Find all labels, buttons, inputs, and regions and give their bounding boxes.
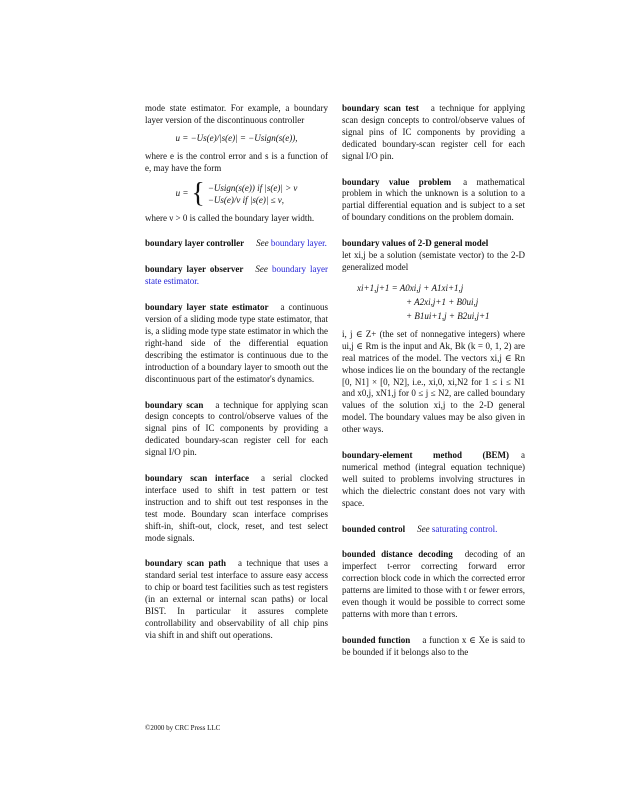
entry-bounded-function — [342, 635, 525, 659]
term: boundary scan path — [145, 558, 227, 569]
cases-lhs: u = — [175, 187, 189, 198]
copyright-footer: ©2000 by CRC Press LLC — [145, 724, 221, 732]
entry-boundary-layer-controller — [145, 238, 328, 250]
term: bounded control — [342, 523, 406, 534]
term: boundary scan — [145, 399, 204, 410]
definition: a serial clocked interface used to shift in test pattern or test instruction and to shift out test responses in the test mode. Boundary scan interface comprises shift-in, shift-out, clock, reset, and test select mode signals. — [145, 473, 328, 543]
brace: { — [191, 177, 205, 209]
see-label: See — [256, 238, 269, 249]
controller-equation: u = −Us(e)/|s(e)| = −Usign(s(e)), — [175, 132, 298, 143]
definition: a technique for applying scan design concepts to control/observe values of signal pins of IC components by providing a dedicated boundary-scan register cell for each signal I/O pin. — [342, 103, 525, 161]
term: boundary layer controller — [145, 238, 245, 249]
definition: decoding of an imperfect t-error correcting forward error correction block code in which the corrected error patterns are limited to those with t or fewer errors, even though it would be possible to correct some patterns with more than t errors. — [342, 549, 526, 619]
entry-boundary-values-2d — [342, 238, 525, 436]
definition: a technique for applying scan design concepts to control/observe values of the signal pins of IC components by providing a dedicated boundary-scan register cell for each signal I/O pin. — [145, 399, 328, 458]
left-column — [145, 103, 328, 642]
cross-reference-link[interactable]: saturating control. — [431, 523, 498, 534]
see-label: See — [417, 523, 430, 534]
see-label: See — [255, 264, 268, 275]
entry-boundary-scan-interface — [145, 473, 328, 544]
entry-continuation — [145, 103, 328, 224]
model-equation — [357, 281, 525, 323]
entry-boundary-scan — [145, 400, 328, 460]
right-column — [342, 103, 525, 659]
term: boundary-element method (BEM) — [342, 450, 509, 461]
term: bounded function — [342, 634, 411, 645]
term: boundary layer state estimator — [145, 302, 269, 313]
term: boundary scan test — [342, 103, 419, 113]
term: boundary layer observer — [145, 264, 244, 275]
definition: a continuous version of a sliding mode type state estimator, that is, a sliding mode type state estimator in which the right-hand side of the differential equation describing the estimator is continuous due to the introduction of a boundary layer to smooth out the discontinuous part of the estimator's dynamics. — [145, 302, 328, 384]
entry-bounded-control — [342, 524, 525, 536]
definition: a numerical method (integral equation technique) well suited to problems involving structures in which the dielectric constant does not vary with space. — [342, 450, 525, 508]
cross-reference-link[interactable]: boundary layer state estimator. — [145, 264, 328, 287]
closing-text: where ν > 0 is called the boundary layer width. — [145, 212, 315, 223]
entry-boundary-scan-path — [145, 558, 328, 641]
term: boundary value problem — [342, 176, 452, 187]
entry-boundary-element-method — [342, 450, 525, 510]
case-row-2: −Us(e)/ν if |s(e)| ≤ ν, — [207, 194, 285, 205]
entry-boundary-layer-state-estimator — [145, 302, 328, 385]
equation-line-1: xi+1,j+1 = A0xi,j + A1xi+1,j — [357, 282, 464, 293]
intro-text: let xi,j be a solution (semistate vector) to the 2-D generalized model — [342, 250, 525, 272]
cases-rows — [208, 182, 298, 206]
case-row-1: −Usign(s(e)) if |s(e)| > ν — [207, 182, 298, 193]
term: boundary scan interface — [145, 473, 250, 484]
equation-line-2: + A2xi,j+1 + B0ui,j — [406, 296, 479, 307]
entry-boundary-value-problem — [342, 177, 525, 225]
definition: i, j ∈ Z+ (the set of nonnegative integers) where ui,j ∈ Rm is the input and Ak, Bk (k = 0, 1, 2) are real matrices of the model. The vectors xi,j ∈ Rn whose indices lie on the boundary of the rectangle [0, N1] × [0, N2], i.e., xi,0, xi,N2 for 1 ≤ i ≤ N1 and x0,j, xN1,j for 0 ≤ j ≤ N2, are called boundary values of the solution xi,j to the 2-D general model. The boundary values may be also given in other ways. — [342, 328, 525, 435]
definition: a mathematical problem in which the unknown is a solution to a partial differential equation and is subject to a set of boundary conditions on the problem domain. — [342, 176, 525, 223]
equation-line-3: + B1ui+1,j + B2ui,j+1 — [406, 310, 490, 321]
after-equation-text: where e is the control error and s is a function of e, may have the form — [145, 150, 328, 173]
term: bounded distance decoding — [342, 549, 453, 560]
entry-boundary-layer-observer — [145, 264, 328, 288]
piecewise-equation — [145, 177, 328, 209]
entry-boundary-scan-test — [342, 103, 525, 163]
term: boundary values of 2-D general model — [342, 238, 489, 249]
cross-reference-link[interactable]: boundary layer. — [270, 238, 327, 249]
intro-text: mode state estimator. For example, a boundary layer version of the discontinuous controller — [145, 103, 328, 125]
definition: a technique that uses a standard serial test interface to assure easy access to chip or board test facilities such as test registers (in an external or internal scan paths) or local BIST. In particular it assures complete controllability and observability of all chip pins via shift in and shift out operations. — [145, 558, 328, 640]
entry-bounded-distance-decoding — [342, 549, 525, 620]
definition: a function x ∈ Xe is said to be bounded if it belongs also to the — [342, 634, 525, 657]
